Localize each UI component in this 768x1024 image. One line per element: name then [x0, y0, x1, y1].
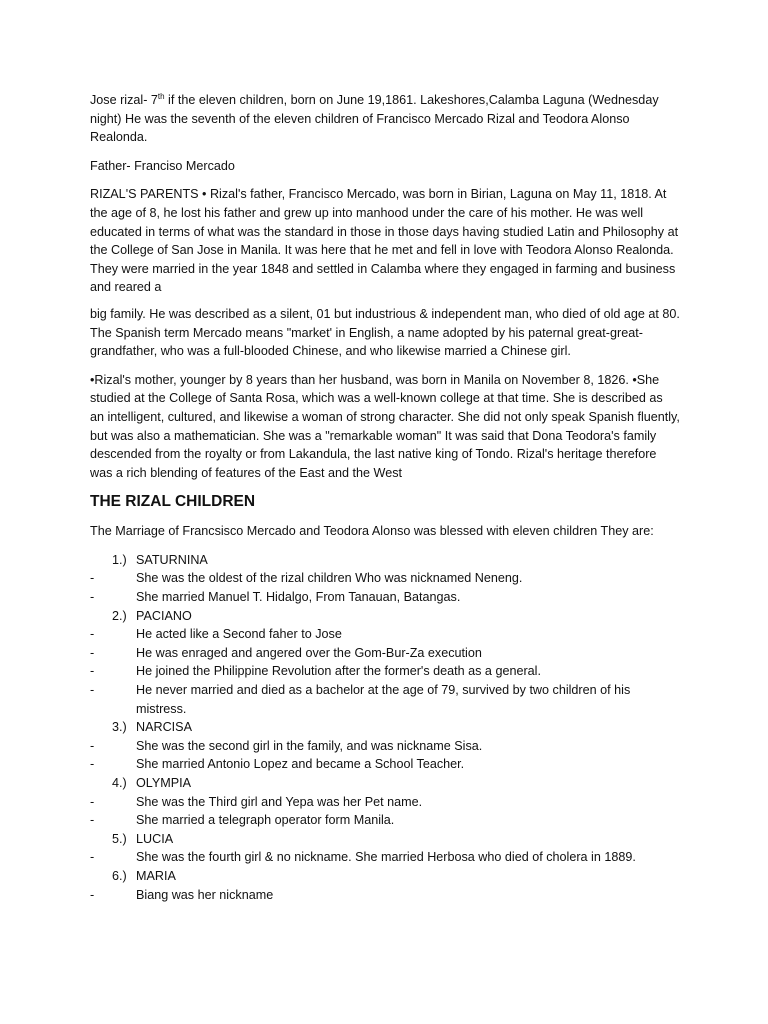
dash-bullet: - [90, 571, 95, 586]
dash-bullet: - [90, 683, 95, 698]
child-entry-narcisa [90, 718, 680, 737]
family-paragraph: big family. He was described as a silent, 01 but industrious & independent man, who died of old age at 80. The Spanish term Mercado means "market' in English, a name adopted by his paternal great-great-grandfather, who was a full-blooded Chinese, and who likewise married a Chinese girl. [90, 306, 680, 359]
list-number: 4.) [112, 776, 127, 790]
detail-text: She was the second girl in the family, and was nickname Sisa. [136, 738, 483, 753]
document-body [90, 91, 680, 904]
dash-bullet: - [90, 813, 95, 828]
list-number: 3.) [112, 720, 127, 735]
dash-bullet: - [90, 887, 95, 902]
detail-text: She married Manuel T. Hidalgo, From Tanauan, Batangas. [136, 590, 461, 605]
list-item [90, 848, 680, 867]
detail-text: She married Antonio Lopez and became a School Teacher. [136, 757, 465, 772]
detail-text: She was the Third girl and Yepa was her Pet name. [136, 794, 423, 809]
detail-text: He was enraged and angered over the Gom-Bur-Za execution [136, 645, 482, 660]
list-item [90, 569, 680, 588]
dash-bullet: - [90, 664, 95, 679]
list-item [90, 886, 680, 905]
detail-text: He acted like a Second faher to Jose [136, 627, 342, 642]
detail-text: She was the oldest of the rizal children Who was nicknamed Neneng. [136, 571, 523, 586]
list-item [90, 625, 680, 644]
dash-bullet: - [90, 590, 95, 605]
intro-text-rest: if the eleven children, born on June 19,1861. Lakeshores,Calamba Laguna (Wednesday night) He was the seventh of the eleven children of Francisco Mercado Rizal and Teodora Alonso Realonda. [90, 93, 659, 145]
dash-bullet: - [90, 850, 95, 865]
child-entry-olympia [90, 774, 680, 793]
parents-paragraph: RIZAL'S PARENTS • Rizal's father, Francisco Mercado, was born in Birian, Laguna on May 11, 1818. At the age of 8, he lost his father and grew up into manhood under the care of his mother. He was well educated in terms of what was the standard in those in those days having studied Latin and Philosophy at the College of San Jose in Manila. It was here that he met and fell in love with Teodora Alonso Realonda. They were married in the year 1848 and settled in Calamba where they engaged in farming and business and reared a [90, 187, 679, 295]
intro-text-start: Jose rizal- 7 [90, 93, 158, 107]
dash-bullet: - [90, 738, 95, 753]
list-item [90, 681, 680, 718]
list-item [90, 588, 680, 607]
intro-superscript: th [157, 91, 165, 101]
mother-paragraph: •Rizal's mother, younger by 8 years than her husband, was born in Manila on November 8, 1826. •She studied at the College of Santa Rosa, which was a well-known college at that time. She is described as an intelligent, cultured, and likewise a woman of strong character. She did not only speak Spanish fluently, but was also a mathematician. She was a "remarkable woman" It was said that Dona Teodora's family descended from the royalty or from Lakandula, the last native king of Tondo. Rizal's heritage therefore was a rich blending of features of the East and the West [90, 372, 680, 480]
detail-text: She married a telegraph operator form Manila. [136, 813, 395, 828]
child-name: NARCISA [136, 720, 192, 735]
list-item [90, 644, 680, 663]
list-item [90, 755, 680, 774]
list-number: 2.) [112, 608, 127, 623]
child-name: MARIA [136, 868, 176, 883]
list-item [90, 793, 680, 812]
children-heading: THE RIZAL CHILDREN [90, 493, 256, 511]
child-name: PACIANO [136, 608, 192, 623]
list-item [90, 811, 680, 830]
child-entry-maria [90, 867, 680, 886]
detail-text: He joined the Philippine Revolution after the former's death as a general. [136, 664, 541, 679]
children-intro: The Marriage of Francsisco Mercado and Teodora Alonso was blessed with eleven children They are: [90, 524, 654, 539]
intro-paragraph [90, 91, 680, 147]
children-list [90, 551, 680, 904]
child-entry-paciano [90, 607, 680, 626]
dash-bullet: - [90, 757, 95, 772]
detail-text: He never married and died as a bachelor at the age of 79, survived by two children of his mistress. [136, 683, 631, 716]
list-item [90, 737, 680, 756]
child-entry-saturnina [90, 551, 680, 570]
list-number: 5.) [112, 831, 127, 846]
child-name: SATURNINA [136, 552, 208, 567]
detail-text: Biang was her nickname [136, 887, 274, 902]
child-name: LUCIA [136, 831, 174, 846]
detail-text: She was the fourth girl & no nickname. She married Herbosa who died of cholera in 1889. [136, 850, 636, 865]
dash-bullet: - [90, 794, 95, 809]
child-entry-lucia [90, 830, 680, 849]
father-line: Father- Franciso Mercado [90, 158, 235, 173]
dash-bullet: - [90, 627, 95, 642]
list-item [90, 662, 680, 681]
child-name: OLYMPIA [136, 776, 192, 790]
list-number: 6.) [112, 868, 127, 883]
dash-bullet: - [90, 645, 95, 660]
list-number: 1.) [112, 552, 127, 567]
